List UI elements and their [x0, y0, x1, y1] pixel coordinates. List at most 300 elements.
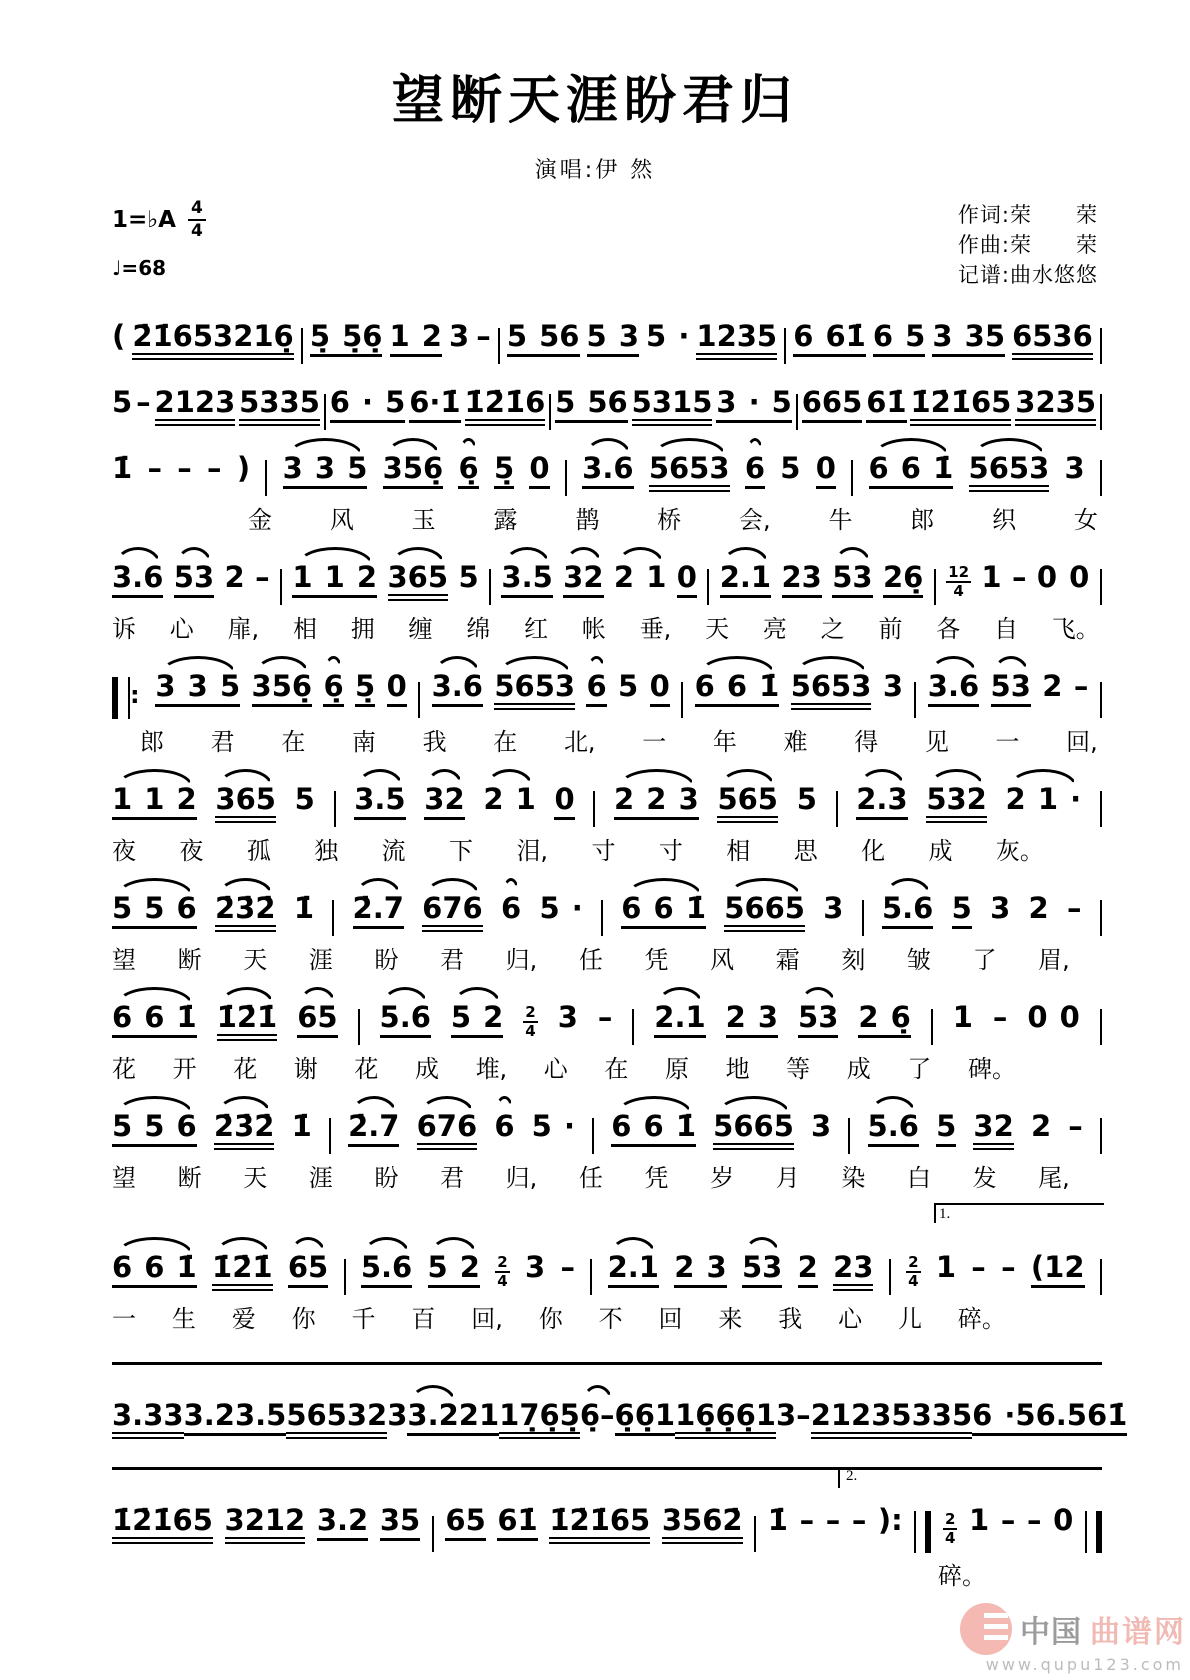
note-group: 3– [776, 1398, 811, 1432]
lyric-syllable: 谢 [293, 1055, 318, 1083]
volta-rule [112, 1467, 1102, 1484]
note-group: 5335 [239, 388, 320, 426]
note-group: 0 [554, 785, 574, 820]
lyric-syllable: 凭 [644, 946, 669, 974]
barline [1100, 328, 1102, 364]
note-group: 2 [224, 560, 245, 594]
note-group: – [1066, 891, 1082, 925]
lyric-syllable: 花 [354, 1055, 379, 1083]
lyric-syllable: 盼 [374, 946, 399, 974]
repeat-end-sign [914, 1511, 931, 1553]
lyric-syllable: 夜 [112, 837, 136, 865]
lyric-syllable: 一 [995, 728, 1020, 756]
lyric-syllable: 北, [563, 728, 596, 756]
lyric-syllable: 流 [381, 837, 406, 865]
note-group: 2 [1042, 669, 1063, 703]
note-group: 5653 [969, 454, 1050, 492]
note-group: 3 [811, 1109, 832, 1143]
note-group: 6 6 1̇ [611, 1112, 696, 1147]
note-group: 3 3 5 [283, 454, 368, 489]
note-group: 6 [494, 1109, 515, 1143]
lyric-syllable: 心 [543, 1055, 568, 1083]
barline [848, 1118, 850, 1154]
barline [681, 682, 683, 718]
note-group: – [597, 1000, 613, 1034]
note-group: 61̇ [497, 1506, 537, 1541]
note-group: 3562̇ [662, 1506, 743, 1544]
lyric-syllable: 开 [172, 1055, 197, 1083]
note-group: 5 2 [428, 1253, 480, 1288]
notation-line [112, 985, 1102, 1084]
note-group: – [825, 1503, 841, 1537]
tempo-mark: ♩=68 [112, 256, 167, 280]
note-group: – [851, 1503, 867, 1537]
note-group: – [1073, 669, 1089, 703]
lyric-syllable: 相 [292, 615, 317, 643]
notation-symbol: ): [877, 1503, 903, 1537]
note-group: 5 [780, 451, 801, 485]
lyric-syllable: 花 [233, 1055, 258, 1083]
volta-label-1: 1. [939, 1206, 951, 1222]
note-group: 35 [380, 1506, 420, 1541]
lyric-syllable: 寸 [658, 837, 683, 865]
note-group: 3 35 [932, 322, 1005, 357]
note-row [112, 451, 1102, 492]
note-group: 5.6 [882, 894, 933, 929]
lyric-syllable: 在 [281, 728, 306, 756]
lyric-syllable: 化 [861, 837, 886, 865]
lyrics-row [112, 722, 1102, 757]
note-group: 6 [745, 454, 765, 489]
barline [344, 1259, 346, 1295]
lyric-syllable: 碎。 [938, 1562, 986, 1590]
lyric-syllable: 南 [351, 728, 376, 756]
note-group: 53 [798, 1003, 838, 1038]
barline [1100, 1009, 1102, 1045]
notation-line [112, 436, 1102, 535]
lyric-syllable: 思 [793, 837, 818, 865]
lyric-syllable: 缠 [408, 615, 433, 643]
barline [754, 1516, 756, 1552]
note-group: 3.5 [501, 563, 552, 598]
notation-line [112, 767, 1102, 866]
note-group: 6̣ [458, 454, 478, 489]
barline [329, 1118, 331, 1154]
lyrics-row [112, 1299, 1102, 1334]
note-row [112, 560, 1102, 601]
note-group: 5 3 [587, 322, 639, 357]
note-group: 3.6 [432, 672, 483, 707]
lyric-syllable: 爱 [231, 1305, 256, 1333]
lyrics-row [112, 1158, 1102, 1193]
barline [565, 460, 567, 496]
note-row [112, 319, 1102, 360]
note-group: 2.1 [608, 1253, 659, 1288]
note-row [112, 669, 1102, 714]
note-group: 1̇ [291, 1109, 312, 1143]
lyric-syllable: 女 [1073, 506, 1098, 534]
note-group: 5 [796, 782, 817, 816]
barline [265, 460, 267, 496]
note-group: 5 · [646, 319, 690, 353]
note-group: 3 [823, 891, 844, 925]
lyric-syllable: 任 [578, 946, 603, 974]
ts-numerator: 2 [908, 1253, 919, 1271]
note-group: 1̇ [767, 1503, 788, 1537]
note-group: 3 3 5 [155, 672, 240, 707]
lyric-syllable: 一 [642, 728, 667, 756]
lyric-syllable: 君 [440, 1164, 465, 1192]
notation-line [112, 370, 1102, 426]
note-group: 1̇2̇1̇6 [465, 388, 546, 426]
note-group: 532 [926, 785, 987, 823]
watermark-url: www.qupu123.com [985, 1655, 1184, 1674]
note-group: 2 [1028, 891, 1049, 925]
ts-numerator: 12 [948, 563, 970, 581]
note-group: 3.6 [112, 563, 163, 598]
lyrics-row [112, 500, 1102, 535]
lyrics-row [112, 831, 1102, 866]
lyric-syllable: 涯 [308, 1164, 333, 1192]
note-group: 1̇2̇1̇ [217, 1003, 278, 1041]
watermark-text-cn1: 中国 [1020, 1615, 1082, 1650]
lyric-syllable: 飞。 [1051, 615, 1100, 643]
volta-bracket-1 [934, 1203, 1104, 1223]
barline [324, 394, 326, 430]
note-row [112, 1503, 1102, 1548]
notation-line [112, 876, 1102, 975]
lyric-syllable: 心 [169, 615, 194, 643]
lyric-syllable: 凭 [644, 1164, 669, 1192]
notation-line [112, 1344, 1128, 1439]
lyric-syllable: 了 [972, 946, 997, 974]
repeat-begin-sign [112, 677, 130, 719]
inline-time-signature [523, 1005, 537, 1039]
lyric-syllable: 自 [994, 615, 1018, 643]
lyric-syllable: 等 [786, 1055, 811, 1083]
barline [1100, 569, 1102, 605]
note-group: 5 [952, 894, 972, 929]
lyric-syllable: 你 [538, 1305, 563, 1333]
lyrics-row [112, 940, 1102, 975]
barline [418, 682, 420, 718]
barline [914, 682, 916, 718]
note-group: 5315 [632, 388, 713, 426]
lyric-syllable: 望 [112, 1164, 136, 1192]
lyric-syllable: 回 [658, 1305, 683, 1333]
lyric-syllable: 断 [177, 1164, 202, 1192]
inline-time-signature [906, 1255, 920, 1289]
watermark [960, 1603, 1186, 1674]
note-group: 5 [294, 782, 315, 816]
note-row [112, 385, 1102, 426]
note-group: 3.33 [112, 1401, 184, 1439]
inline-time-signature [946, 565, 971, 599]
notation-line [112, 304, 1102, 360]
barline [332, 900, 334, 936]
note-group: 5 56 [555, 388, 628, 423]
note-group: 6·1̇ [409, 388, 460, 423]
lyric-syllable: 堆, [475, 1055, 508, 1083]
lyric-syllable: 来 [718, 1305, 743, 1333]
note-group: 2 1 [483, 782, 536, 816]
note-group: 2 [798, 1253, 818, 1288]
lyric-syllable: 涯 [308, 946, 333, 974]
note-group: 0 [387, 672, 407, 707]
ts-numerator: 2 [525, 1003, 536, 1021]
note-group: 3212 [225, 1506, 306, 1544]
lyric-syllable: 泪, [516, 837, 549, 865]
barline [836, 791, 838, 827]
note-group: 6 [586, 672, 606, 707]
notation-systems [112, 304, 1128, 1591]
inline-time-signature [943, 1512, 957, 1546]
lyric-syllable: 发 [972, 1164, 997, 1192]
note-group: 5̣ 5̣6̣ [310, 322, 383, 357]
note-group: 6 6 1̇ [621, 894, 706, 929]
note-group: 3 [524, 1250, 546, 1284]
note-group: 0 0 [1036, 560, 1090, 594]
barline [1100, 394, 1102, 430]
note-group: 2 [1030, 1109, 1052, 1143]
credit-line [958, 230, 1098, 260]
note-group: – [177, 451, 192, 485]
lyric-syllable: 夜 [179, 837, 204, 865]
lyric-syllable: 君 [440, 946, 465, 974]
meter-numerator: 4 [188, 200, 206, 221]
note-group: 1 2 [390, 322, 442, 357]
song-title: 望断天涯盼君归 [391, 73, 798, 130]
note-group: (12 [1031, 1253, 1085, 1288]
note-group: 65 [297, 1003, 337, 1038]
note-group: 676 [417, 1112, 478, 1150]
note-group: 1 1 2 [292, 563, 377, 598]
ts-denominator: 4 [525, 1022, 536, 1040]
barline [796, 394, 798, 430]
note-group: 53 [174, 563, 214, 598]
note-group: 26̣ [883, 563, 923, 598]
lyric-syllable: 织 [992, 506, 1017, 534]
credit-name: 荣 荣 [1010, 233, 1098, 257]
lyric-syllable: 了 [907, 1055, 932, 1083]
note-group: 0 [677, 563, 697, 598]
lyric-syllable: 各 [936, 615, 961, 643]
lyric-syllable: 郎 [140, 728, 164, 756]
note-group: 676 [422, 894, 483, 932]
barline [1100, 1259, 1102, 1295]
lyric-syllable: 寸 [591, 837, 616, 865]
note-group: 5665 [713, 1112, 794, 1150]
lyric-syllable: 岁 [710, 1164, 735, 1192]
singer-line: 演唱:伊 然 [534, 158, 656, 183]
barline [301, 328, 303, 364]
note-group: 2̇.7 [348, 1112, 399, 1147]
note-group: 1 1 2 [112, 785, 197, 820]
lyric-syllable: 亮 [762, 615, 787, 643]
note-group: 3.2 [184, 1401, 235, 1436]
note-group: 5 [458, 560, 479, 594]
note-group: 2̇.7 [353, 894, 404, 929]
note-group: – [1068, 1109, 1083, 1143]
note-group: 365 [388, 563, 449, 601]
lyric-syllable: 成 [846, 1055, 871, 1083]
note-group: 6 [500, 891, 522, 925]
note-group: 0 [529, 454, 549, 489]
barline [889, 1259, 891, 1295]
note-group: 5 [112, 385, 133, 419]
note-group: 2 6̣ [858, 1003, 910, 1038]
note-group: 2̇1̇653216̣ [132, 322, 293, 360]
notation-line [112, 1094, 1102, 1193]
note-row [112, 782, 1102, 823]
note-group: – [1026, 1503, 1042, 1537]
notation-line [112, 654, 1102, 757]
lyric-syllable: 眉, [1038, 946, 1070, 974]
note-group: 65 [445, 1506, 485, 1541]
lyric-syllable: 我 [778, 1305, 803, 1333]
note-group: 5̣ [494, 454, 514, 489]
note-group: 3.5 [235, 1401, 286, 1436]
note-group: 2.1 [654, 1003, 705, 1038]
watermark-row [960, 1603, 1186, 1655]
note-group: 0 [1053, 1503, 1074, 1537]
lyric-syllable: 天 [705, 615, 730, 643]
note-group: – [1000, 1503, 1016, 1537]
note-group: 5653 [649, 454, 730, 492]
lyric-syllable: 望 [112, 946, 136, 974]
ts-denominator: 4 [908, 1272, 919, 1290]
note-group: 16̣6̣6̣1 [675, 1401, 776, 1439]
note-group: 3.6 [582, 454, 633, 489]
note-group: 6̣6̣1 [615, 1401, 676, 1436]
lyric-syllable: 归, [505, 946, 538, 974]
lyric-syllable: 花 [112, 1055, 136, 1083]
note-group: 6 ·5 [972, 1401, 1035, 1436]
lyric-syllable: 见 [924, 728, 949, 756]
note-group: 1̇2̇1̇65 [549, 1506, 650, 1544]
ts-denominator: 4 [497, 1272, 508, 1290]
lyric-syllable: 天 [243, 946, 268, 974]
note-group: 5 [936, 1112, 956, 1147]
note-group: 2 2 3 [614, 785, 699, 820]
barline [592, 1118, 594, 1154]
note-group: 17̣6̣5̣ [499, 1401, 580, 1439]
lyric-syllable: 灰。 [995, 837, 1044, 865]
lyric-syllable: 会, [738, 506, 771, 534]
note-group: 5335 [891, 1401, 972, 1439]
note-row [112, 891, 1102, 932]
note-group: 1 [952, 1000, 973, 1034]
note-group: 1̇ [112, 451, 133, 485]
note-group: 56532 [286, 1401, 387, 1439]
lyric-syllable: 扉, [227, 615, 260, 643]
lyric-syllable: 地 [725, 1055, 750, 1083]
note-group: 1̇ [293, 891, 314, 925]
ts-numerator: 2 [497, 1253, 508, 1271]
lyric-syllable: 碑。 [967, 1055, 1016, 1083]
lyric-syllable: 你 [291, 1305, 316, 1333]
note-group: 2̇3̇2̇ [214, 1112, 275, 1150]
lyric-syllable: 生 [171, 1305, 196, 1333]
note-group: 1 [981, 560, 1002, 594]
note-group: 3235 [1015, 388, 1096, 426]
barline [280, 569, 282, 605]
lyric-syllable: 成 [928, 837, 953, 865]
note-group: 65 [288, 1253, 328, 1288]
credit-label: 作曲: [957, 233, 1010, 257]
note-row [112, 1109, 1102, 1150]
note-group: 6.5 [1036, 1401, 1087, 1436]
credit-name: 荣 荣 [1010, 203, 1098, 227]
notation-line [112, 1206, 1102, 1334]
qupu-logo-icon [960, 1603, 1012, 1655]
note-group: 21 [459, 1401, 499, 1436]
lyric-syllable: 风 [710, 946, 735, 974]
credit-line [958, 200, 1098, 230]
inline-time-signature [495, 1255, 509, 1289]
credit-line [958, 260, 1098, 290]
lyric-syllable: 难 [783, 728, 808, 756]
note-group: 3 · 5 [716, 388, 792, 423]
note-group: 53 [832, 563, 872, 598]
note-group: 2 1 [613, 560, 667, 594]
note-group: 5 · [531, 1109, 575, 1143]
lyric-syllable: 回, [471, 1305, 503, 1333]
note-group: 3 [387, 1398, 408, 1432]
note-group: 1̇2̇1̇65 [112, 1506, 213, 1544]
notation-line [112, 545, 1102, 644]
note-group: 5.6 [361, 1253, 412, 1288]
lyric-syllable: 不 [598, 1305, 623, 1333]
lyric-syllable: 玉 [411, 506, 436, 534]
note-group: – [255, 560, 270, 594]
note-group: – [476, 319, 491, 353]
note-group: 1235 [696, 322, 777, 360]
note-group: 6 6 1̇ [112, 1003, 197, 1038]
lyric-syllable: 孤 [246, 837, 271, 865]
lyric-syllable: 红 [524, 615, 549, 643]
barline [784, 328, 786, 364]
note-group: – [560, 1250, 575, 1284]
volta-label-2: 2. [838, 1468, 863, 1488]
note-group: 3.2 [317, 1506, 368, 1541]
note-group: 1̇2̇1̇ [212, 1253, 273, 1291]
note-row [112, 1398, 1128, 1439]
note-group: 3.2 [407, 1401, 458, 1436]
lyric-syllable: 下 [449, 837, 474, 865]
ts-numerator: 2 [945, 1510, 956, 1528]
credit-name: 曲水悠悠 [1010, 263, 1098, 287]
note-group: 6 61̇ [793, 322, 866, 357]
barline [593, 791, 595, 827]
note-group: 3 [882, 669, 903, 703]
barline [601, 900, 603, 936]
lyric-syllable: 垂, [639, 615, 672, 643]
barline [707, 569, 709, 605]
lyric-syllable: 绵 [466, 615, 491, 643]
note-group: 3 [557, 1000, 578, 1034]
watermark-text-cn2: 曲谱网 [1090, 1615, 1186, 1650]
lyric-syllable: 金 [248, 506, 272, 534]
note-group: 3 [990, 891, 1011, 925]
lyric-syllable: 百 [411, 1305, 436, 1333]
note-group: 0 [816, 454, 836, 489]
volta-rule [112, 1362, 1102, 1365]
note-group: 1 [969, 1503, 990, 1537]
lyric-syllable: 霜 [775, 946, 800, 974]
barline [931, 1009, 933, 1045]
note-group: 5 5 6 [112, 1112, 197, 1147]
